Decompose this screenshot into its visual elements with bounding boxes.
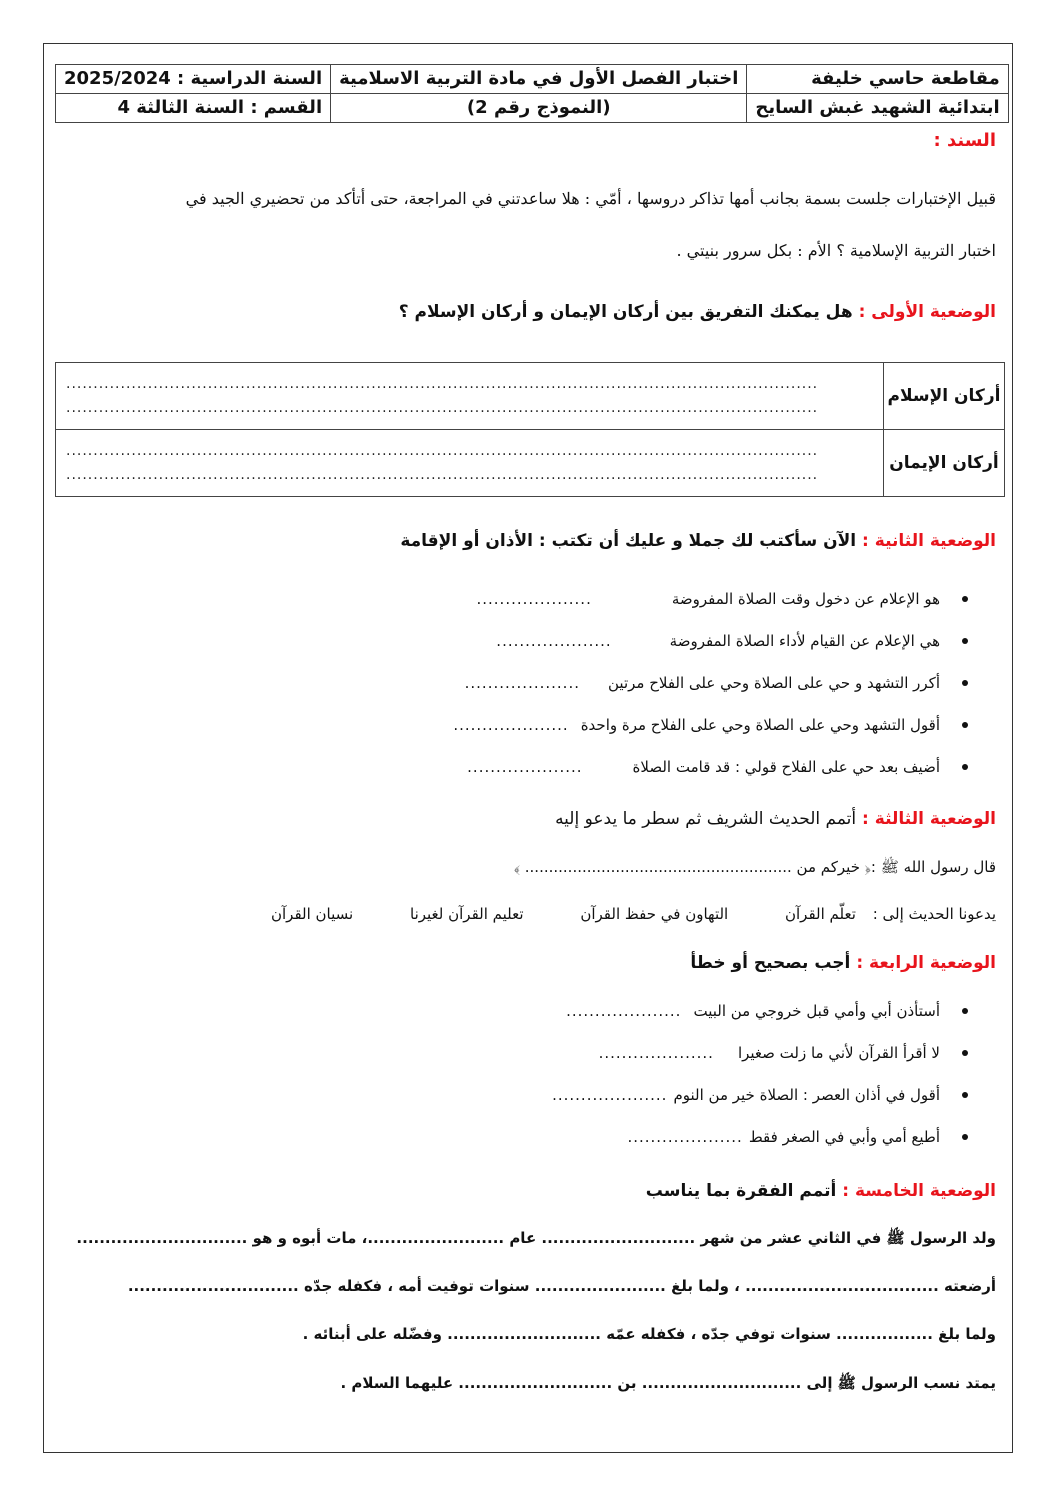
table-row xyxy=(56,430,1005,497)
answer-blank[interactable]: .................... xyxy=(566,1002,682,1020)
item-text: أستأذن أبي وأمي قبل خروجي من البيت xyxy=(693,1002,940,1020)
school-district: مقاطعة حاسي خليفة xyxy=(747,65,1008,94)
fill-line-3[interactable]: ولما بلغ ................. سنوات توفي جدّه ، فكفله عمّه ........................... وفضّله على أبنائه . xyxy=(302,1325,996,1343)
answer-blank[interactable]: .................... xyxy=(464,674,580,692)
q1-prompt: هل يمكنك التفريق بين أركان الإيمان و أركان الإسلام ؟ xyxy=(398,302,853,322)
list-item xyxy=(566,1002,968,1020)
list-item xyxy=(476,590,968,608)
pillars-islam-answer[interactable] xyxy=(56,363,884,430)
q4-heading xyxy=(690,953,996,973)
bullet-icon xyxy=(962,1092,968,1098)
model-number: (النموذج رقم 2) xyxy=(331,94,747,123)
q4-list xyxy=(518,1002,968,1152)
bullet-icon xyxy=(962,722,968,728)
fill-line-4[interactable]: يمتد نسب الرسول ﷺ إلى ............................ بن ........................... عليهما السلام . xyxy=(340,1374,996,1392)
q3-options xyxy=(219,905,996,923)
fill-line-1[interactable]: ولد الرسول ﷺ في الثاني عشر من شهر ........................... عام ........................، مات أبوه و هو .............................. xyxy=(76,1229,996,1247)
option-neglect-quran[interactable]: التهاون في حفظ القرآن xyxy=(580,905,729,923)
answer-line[interactable]: .......................................................................................................................................... xyxy=(66,467,819,483)
bullet-icon xyxy=(962,596,968,602)
q2-heading xyxy=(400,531,996,551)
option-teach-quran[interactable]: تعليم القرآن لغيرنا xyxy=(410,905,524,923)
list-item xyxy=(453,716,968,734)
item-text: أقول التشهد وحي على الصلاة وحي على الفلاح مرة واحدة xyxy=(580,716,940,734)
list-item xyxy=(465,674,968,692)
item-text: أطيع أمي وأبي في الصغر فقط xyxy=(748,1128,940,1146)
q2-list xyxy=(408,590,968,780)
answer-blank[interactable]: .................... xyxy=(476,590,592,608)
q1-heading xyxy=(399,302,996,322)
option-learn-quran[interactable]: تعلّم القرآن xyxy=(785,905,856,923)
bullet-icon xyxy=(962,1008,968,1014)
answer-line[interactable]: .......................................................................................................................................... xyxy=(66,443,819,459)
item-text: أقول في أذان العصر : الصلاة خير من النوم xyxy=(673,1086,940,1104)
q3-prompt: أتمم الحديث الشريف ثم سطر ما يدعو إليه xyxy=(555,809,857,829)
bullet-icon xyxy=(962,764,968,770)
list-item xyxy=(552,1086,968,1104)
answer-blank[interactable]: .................... xyxy=(552,1086,668,1104)
item-text: أكرر التشهد و حي على الصلاة وحي على الفلاح مرتين xyxy=(608,674,940,692)
answer-blank[interactable]: .................... xyxy=(453,716,569,734)
answer-line[interactable]: .......................................................................................................................................... xyxy=(66,376,819,392)
answer-line[interactable]: .......................................................................................................................................... xyxy=(66,400,819,416)
school-name: ابتدائية الشهيد غبش السايح xyxy=(747,94,1008,123)
list-item xyxy=(599,1044,968,1062)
q2-label: الوضعية الثانية : xyxy=(862,531,996,551)
option-forget-quran[interactable]: نسيان القرآن xyxy=(270,905,354,923)
list-item xyxy=(627,1128,968,1146)
exam-header xyxy=(55,64,1009,123)
q4-label: الوضعية الرابعة : xyxy=(856,953,996,973)
hadith-line[interactable]: قال رسول الله ﷺ :﴿ خيركم من ........................................................ ﴾ xyxy=(513,858,996,876)
exam-title: اختبار الفصل الأول في مادة التربية الاسلامية xyxy=(331,65,747,94)
class-name: القسم : السنة الثالثة 4 xyxy=(56,94,331,123)
sanad-text-line1: قبيل الإختبارات جلست بسمة بجانب أمها تذاكر دروسها ، أمّي : هلا ساعدتني في المراجعة، حتى أتأكد من تحضيري الجيد في xyxy=(185,189,996,208)
pillars-table xyxy=(55,362,1005,497)
q2-prompt: الآن سأكتب لك جملا و عليك أن تكتب : الأذان أو الإقامة xyxy=(400,531,857,551)
fill-line-2[interactable]: أرضعته .................................. ، ولما بلغ ....................... سنوات توفيت أمه ، فكفله جدّه .............................. xyxy=(127,1277,996,1295)
answer-blank[interactable]: .................... xyxy=(627,1128,743,1146)
q1-label: الوضعية الأولى : xyxy=(858,302,996,322)
bullet-icon xyxy=(962,1050,968,1056)
list-item xyxy=(496,632,968,650)
pillars-islam-label: أركان الإسلام xyxy=(884,363,1005,430)
item-text: هو الإعلام عن دخول وقت الصلاة المفروضة xyxy=(671,590,940,608)
list-item xyxy=(467,758,968,776)
item-text: هي الإعلام عن القيام لأداء الصلاة المفروضة xyxy=(669,632,940,650)
answer-blank[interactable]: .................... xyxy=(598,1044,714,1062)
sanad-text-line2: اختبار التربية الإسلامية ؟ الأم : بكل سرور بنيتي . xyxy=(676,241,996,260)
q4-prompt: أجب بصحيح أو خطأ xyxy=(690,953,851,973)
q3-label: الوضعية الثالثة : xyxy=(862,809,996,829)
answer-blank[interactable]: .................... xyxy=(496,632,612,650)
item-text: لا أقرأ القرآن لأني ما زلت صغيرا xyxy=(737,1044,940,1062)
bullet-icon xyxy=(962,638,968,644)
pillars-iman-label: أركان الإيمان xyxy=(884,430,1005,497)
q3-heading xyxy=(555,809,996,829)
table-row xyxy=(56,363,1005,430)
bullet-icon xyxy=(962,1134,968,1140)
sanad-label: السند : xyxy=(933,130,996,151)
q5-label: الوضعية الخامسة : xyxy=(842,1181,996,1201)
q5-prompt: أتمم الفقرة بما يناسب xyxy=(645,1181,837,1201)
item-text: أضيف بعد حي على الفلاح قولي : قد قامت الصلاة xyxy=(632,758,940,776)
pillars-iman-answer[interactable] xyxy=(56,430,884,497)
q5-heading xyxy=(646,1181,996,1201)
bullet-icon xyxy=(962,680,968,686)
answer-blank[interactable]: .................... xyxy=(467,758,583,776)
calls-label: يدعونا الحديث إلى : xyxy=(872,905,996,923)
school-year: السنة الدراسية : 2025/2024 xyxy=(56,65,331,94)
